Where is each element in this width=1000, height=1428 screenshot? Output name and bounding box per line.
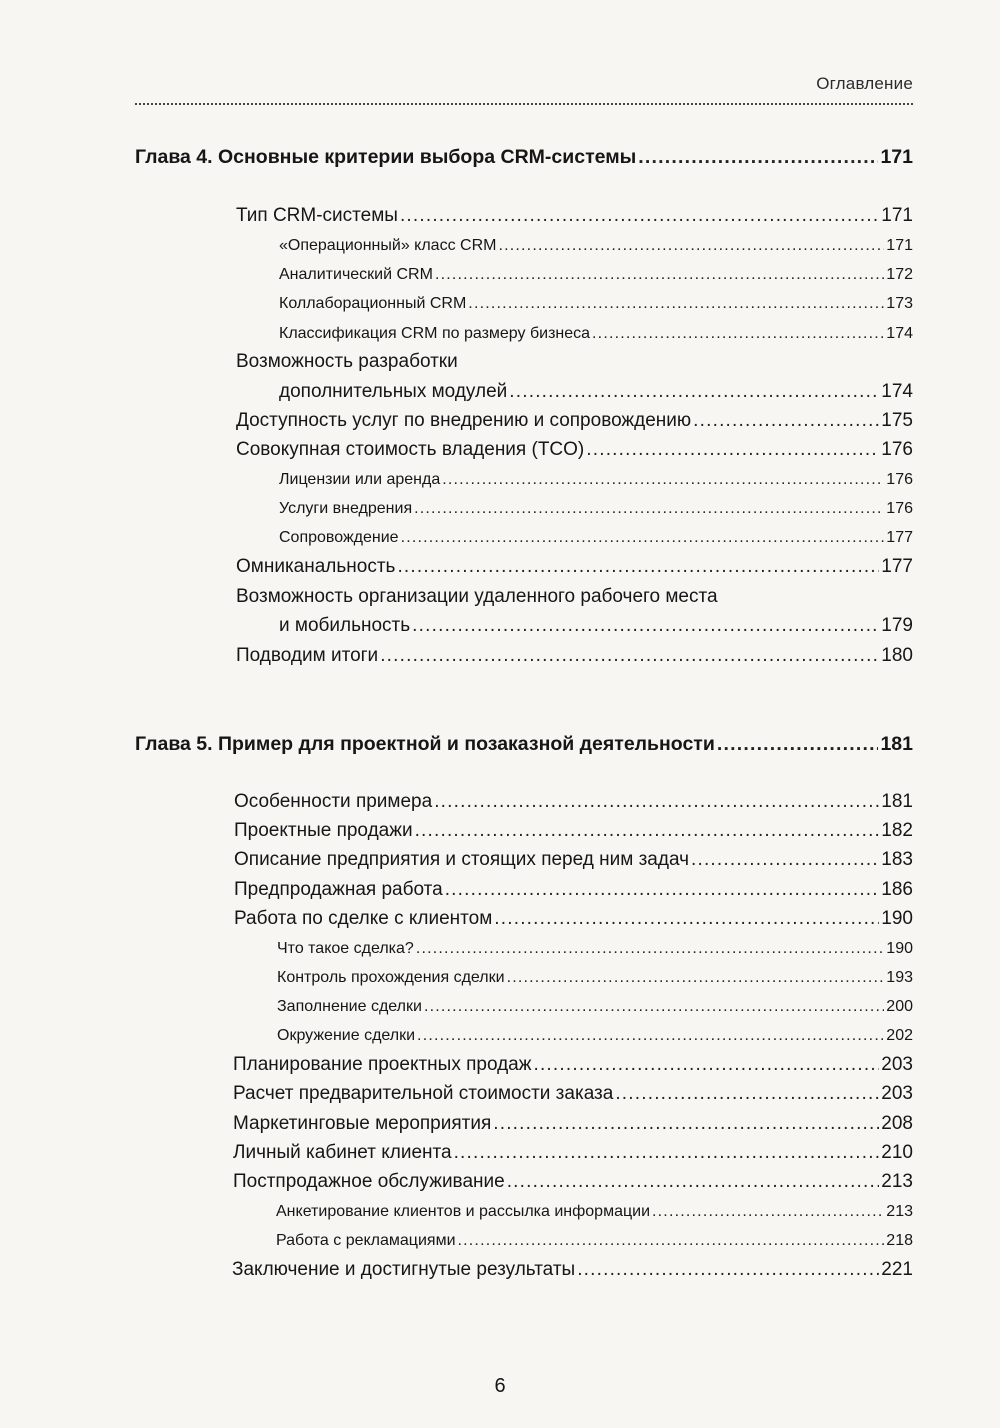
toc-entry-page: 173	[886, 295, 913, 312]
toc-entry-page: 210	[881, 1142, 913, 1163]
dot-leader	[434, 791, 879, 813]
toc-entry-page: 179	[881, 615, 913, 636]
chapter-title: Глава 4. Основные критерии выбора CRM-системы	[135, 146, 637, 168]
dot-leader	[424, 998, 884, 1016]
toc-entry-label: Заполнение сделки	[277, 998, 422, 1015]
dot-leader	[412, 615, 879, 637]
toc-entry-label: Лицензии или аренда	[279, 471, 441, 488]
toc-entry-label: Описание предприятия и стоящих перед ним задач	[234, 849, 689, 870]
chapter-title: Глава 5. Пример для проектной и позаказной деятельности	[135, 733, 715, 755]
toc-entry-page: 200	[886, 998, 913, 1015]
toc-entry-label: Работа с рекламациями	[276, 1232, 456, 1249]
header-rule	[135, 103, 913, 105]
dot-leader	[586, 439, 879, 461]
dot-leader	[417, 1027, 884, 1045]
toc-entry-page: 177	[886, 529, 913, 546]
toc-entry-page: 190	[886, 940, 913, 957]
dot-leader	[454, 1142, 880, 1164]
dot-leader	[445, 879, 880, 901]
toc-entry-label: Предпродажная работа	[234, 879, 443, 900]
chapter-5-heading	[135, 733, 913, 756]
toc-entry-page: 203	[881, 1054, 913, 1075]
toc-entry-page: 172	[886, 266, 913, 283]
toc-entry-first-line: Возможность организации удаленного рабочего места	[236, 586, 718, 607]
toc-entry-label: Классификация CRM по размеру бизнеса	[279, 325, 591, 342]
toc-entry	[232, 1259, 913, 1281]
toc-entry-label: Подводим итоги	[236, 645, 379, 666]
dot-leader	[400, 205, 879, 227]
toc-entry-page: 213	[881, 1171, 913, 1192]
toc-subentry	[277, 969, 913, 987]
toc-entry-label: Тип CRM-системы	[236, 205, 398, 226]
toc-subentry	[279, 325, 913, 343]
toc-entry	[234, 849, 913, 871]
toc-subentry	[279, 295, 913, 313]
toc-subentry	[277, 1027, 913, 1045]
toc-subentry	[276, 1232, 913, 1250]
toc-entry-label: Заключение и достигнутые результаты	[232, 1259, 576, 1280]
dot-leader	[638, 146, 878, 169]
toc-entry-label: Анкетирование клиентов и рассылка информации	[276, 1203, 651, 1220]
toc-entry-page: 202	[886, 1027, 913, 1044]
toc-entry-page: 203	[881, 1083, 913, 1104]
toc-entry-first-line: Возможность разработки	[236, 351, 458, 372]
toc-entry	[236, 439, 913, 461]
dot-leader	[509, 381, 879, 403]
toc-entry-label: Проектные продажи	[234, 820, 413, 841]
toc-entry-page: 177	[881, 556, 913, 577]
toc-entry	[279, 615, 913, 637]
toc-entry-label: Постпродажное обслуживание	[233, 1171, 505, 1192]
toc-entry-page: 190	[881, 908, 913, 929]
toc-entry-label: Расчет предварительной стоимости заказа	[233, 1083, 614, 1104]
toc-subentry	[279, 529, 913, 547]
toc-entry-label: Маркетинговые мероприятия	[233, 1113, 492, 1134]
dot-leader	[380, 645, 879, 667]
toc-entry-page: 208	[881, 1113, 913, 1134]
dot-leader	[652, 1203, 884, 1221]
toc-entry-label: Сопровождение	[279, 529, 399, 546]
dot-leader	[717, 733, 879, 756]
toc-subentry	[279, 266, 913, 284]
page-number: 6	[494, 1375, 506, 1397]
toc-entry-label: Что такое сделка?	[277, 940, 414, 957]
dot-leader	[691, 849, 879, 871]
toc-entry-page: 171	[886, 237, 913, 254]
toc-entry	[234, 791, 913, 813]
dot-leader	[416, 940, 884, 958]
dot-leader	[533, 1054, 879, 1076]
toc-entry-label: Окружение сделки	[277, 1027, 416, 1044]
toc-entry-label: Контроль прохождения сделки	[277, 969, 505, 986]
toc-entry-label: Совокупная стоимость владения (TCO)	[236, 439, 585, 460]
toc-subentry	[277, 998, 913, 1016]
dot-leader	[458, 1232, 885, 1250]
toc-entry-page: 175	[881, 410, 913, 431]
toc-entry	[236, 556, 913, 578]
chapter-4-heading	[135, 146, 913, 169]
dot-leader	[442, 471, 884, 489]
toc-entry	[233, 1083, 913, 1105]
toc-entry	[233, 1142, 913, 1164]
toc-entry-label: Аналитический CRM	[279, 266, 433, 283]
toc-subentry	[277, 940, 913, 958]
toc-entry-page: 181	[881, 791, 913, 812]
toc-entry-label: и мобильность	[279, 615, 411, 636]
toc-entry-page: 176	[881, 439, 913, 460]
dot-leader	[401, 529, 885, 547]
toc-entry-page: 176	[886, 500, 913, 517]
toc-entry-label: Доступность услуг по внедрению и сопровождению	[236, 410, 692, 431]
toc-entry-label: Омниканальность	[236, 556, 396, 577]
dot-leader	[507, 1171, 880, 1193]
dot-leader	[468, 295, 884, 313]
toc-entry-page: 218	[886, 1232, 913, 1249]
dot-leader	[414, 500, 884, 518]
toc-entry-page: 182	[881, 820, 913, 841]
dot-leader	[493, 1113, 879, 1135]
toc-entry-page: 174	[881, 381, 913, 402]
toc-entry-label: Личный кабинет клиента	[233, 1142, 452, 1163]
toc-entry	[236, 410, 913, 432]
dot-leader	[577, 1259, 879, 1281]
toc-entry	[279, 381, 913, 403]
toc-entry-page: 180	[881, 645, 913, 666]
dot-leader	[498, 237, 884, 255]
toc-entry-page: 174	[886, 325, 913, 342]
toc-entry	[236, 645, 913, 667]
toc-entry	[233, 1054, 913, 1076]
toc-entry-page: 213	[886, 1203, 913, 1220]
dot-leader	[435, 266, 884, 284]
toc-entry-label: Услуги внедрения	[279, 500, 413, 517]
dot-leader	[494, 908, 879, 930]
toc-entry	[233, 1171, 913, 1193]
toc-entry-label: «Операционный» класс CRM	[279, 237, 497, 254]
dot-leader	[415, 820, 880, 842]
toc-entry-page: 186	[881, 879, 913, 900]
running-head: Оглавление	[816, 74, 913, 93]
toc-entry-label: Планирование проектных продаж	[233, 1054, 532, 1075]
toc-entry	[233, 1113, 913, 1135]
dot-leader	[693, 410, 879, 432]
toc-entry-page: 221	[881, 1259, 913, 1280]
toc-entry-page: 171	[881, 205, 913, 226]
dot-leader	[592, 325, 884, 343]
toc-entry-label: Особенности примера	[234, 791, 433, 812]
toc-entry	[234, 820, 913, 842]
chapter-page-number: 181	[880, 733, 913, 755]
toc-entry-page: 176	[886, 471, 913, 488]
toc-entry-page: 183	[881, 849, 913, 870]
dot-leader	[615, 1083, 879, 1105]
toc-entry-page: 193	[886, 969, 913, 986]
toc-entry-label: Коллаборационный CRM	[279, 295, 467, 312]
toc-entry	[234, 879, 913, 901]
toc-entry-label: Работа по сделке с клиентом	[234, 908, 493, 929]
toc-subentry	[279, 500, 913, 518]
chapter-page-number: 171	[880, 146, 913, 168]
dot-leader	[507, 969, 885, 987]
toc-subentry	[279, 237, 913, 255]
toc-entry	[236, 205, 913, 227]
dot-leader	[397, 556, 879, 578]
toc-subentry	[276, 1203, 913, 1221]
toc-entry-label: дополнительных модулей	[279, 381, 508, 402]
toc-entry	[234, 908, 913, 930]
toc-subentry	[279, 471, 913, 489]
